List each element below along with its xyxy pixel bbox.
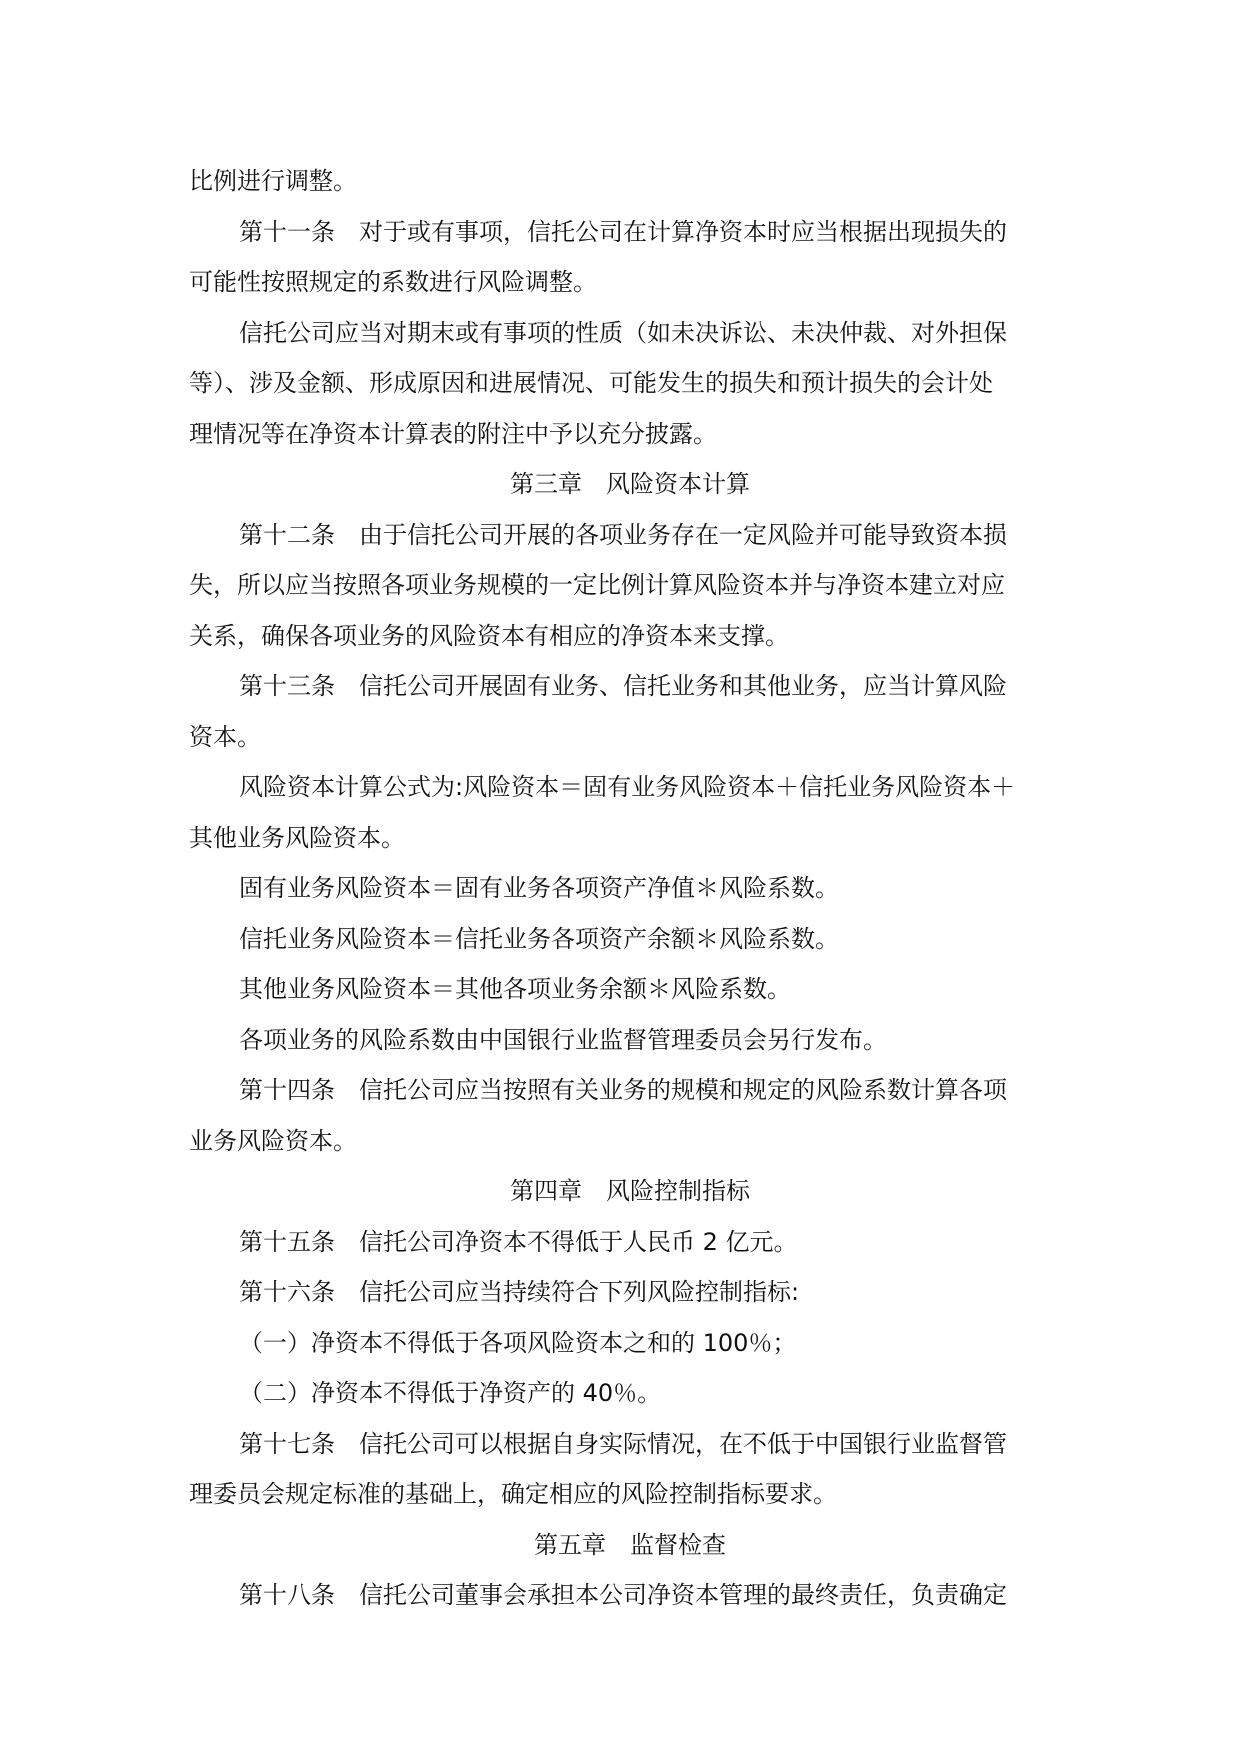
paragraph-line: 比例进行调整。 bbox=[189, 167, 357, 195]
article-12-line-2: 失，所以应当按照各项业务规模的一定比例计算风险资本并与净资本建立对应 bbox=[189, 571, 1005, 599]
article-11-line-1: 第十一条 对于或有事项，信托公司在计算净资本时应当根据出现损失的 bbox=[239, 217, 1007, 246]
article-18-line-1: 第十八条 信托公司董事会承担本公司净资本管理的最终责任，负责确定 bbox=[239, 1581, 1007, 1609]
article-12-line-1: 第十二条 由于信托公司开展的各项业务存在一定风险并可能导致资本损 bbox=[239, 520, 1007, 549]
document-body bbox=[189, 156, 1049, 1621]
article-14-line-1: 第十四条 信托公司应当按照有关业务的规模和规定的风险系数计算各项 bbox=[239, 1076, 1007, 1104]
chapter-3-heading: 第三章 风险资本计算 bbox=[510, 470, 750, 498]
formula-other-business: 其他业务风险资本＝其他各项业务余额＊风险系数。 bbox=[239, 975, 791, 1003]
article-17-line-1: 第十七条 信托公司可以根据自身实际情况，在不低于中国银行业监督管 bbox=[239, 1429, 1007, 1458]
indicator-item-2: （二）净资本不得低于净资产的 40％。 bbox=[239, 1379, 662, 1407]
article-12-line-3: 关系，确保各项业务的风险资本有相应的净资本来支撑。 bbox=[189, 621, 789, 650]
formula-trust-business: 信托业务风险资本＝信托业务各项资产余额＊风险系数。 bbox=[239, 924, 839, 953]
article-13-line-2: 资本。 bbox=[189, 722, 261, 751]
article-14-line-2: 业务风险资本。 bbox=[189, 1126, 357, 1155]
formula-line-1: 风险资本计算公式为:风险资本＝固有业务风险资本＋信托业务风险资本＋ bbox=[239, 773, 1016, 801]
formula-own-business: 固有业务风险资本＝固有业务各项资产净值＊风险系数。 bbox=[239, 874, 839, 902]
article-15-line: 第十五条 信托公司净资本不得低于人民币 2 亿元。 bbox=[239, 1227, 798, 1256]
article-13-line-1: 第十三条 信托公司开展固有业务、信托业务和其他业务，应当计算风险 bbox=[239, 672, 1007, 700]
indicator-item-1: （一）净资本不得低于各项风险资本之和的 100％； bbox=[239, 1328, 797, 1357]
risk-coefficient-note: 各项业务的风险系数由中国银行业监督管理委员会另行发布。 bbox=[239, 1025, 887, 1054]
article-11-line-2: 可能性按照规定的系数进行风险调整。 bbox=[189, 268, 597, 296]
disclosure-line-2: 等）、涉及金额、形成原因和进展情况、可能发生的损失和预计损失的会计处 bbox=[189, 369, 993, 397]
article-17-line-2: 理委员会规定标准的基础上，确定相应的风险控制指标要求。 bbox=[189, 1480, 837, 1508]
chapter-4-heading: 第四章 风险控制指标 bbox=[510, 1177, 750, 1205]
disclosure-line-1: 信托公司应当对期末或有事项的性质（如未决诉讼、未决仲裁、对外担保 bbox=[239, 318, 1007, 347]
chapter-5-heading: 第五章 监督检查 bbox=[534, 1530, 726, 1559]
disclosure-line-3: 理情况等在净资本计算表的附注中予以充分披露。 bbox=[189, 419, 717, 448]
article-16-line: 第十六条 信托公司应当持续符合下列风险控制指标: bbox=[239, 1278, 800, 1306]
formula-line-2: 其他业务风险资本。 bbox=[189, 823, 405, 852]
